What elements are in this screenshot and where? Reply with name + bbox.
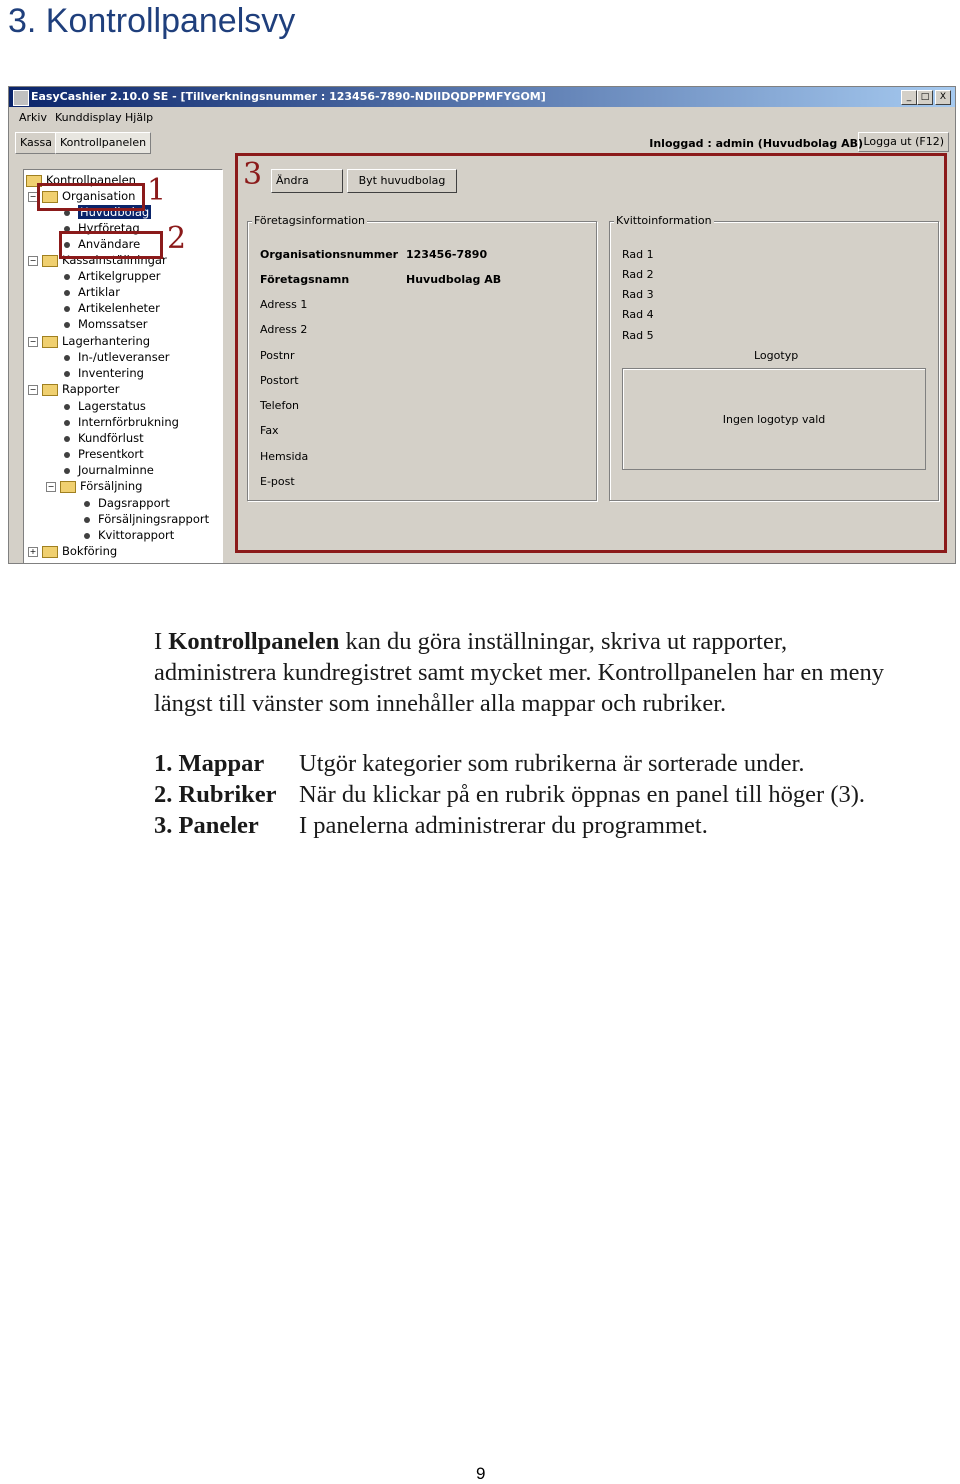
tree-item-artiklar[interactable] <box>64 284 120 300</box>
toolbar <box>9 129 955 153</box>
collapse-icon[interactable]: − <box>29 191 37 201</box>
callout-number-2: 2 <box>167 221 187 256</box>
tree-label: Momssatser <box>78 317 148 331</box>
intro-line-3: längst till vänster som innehåller alla mappar och rubriker. <box>154 690 727 717</box>
bullet-icon <box>64 306 70 312</box>
change-main-company-button[interactable]: Byt huvudbolag <box>347 169 457 193</box>
field-label-orgnr: Organisationsnummer <box>260 248 399 261</box>
tree-label: Kassainställningar <box>62 253 167 267</box>
logout-button[interactable]: Logga ut (F12) <box>858 132 949 152</box>
tree-label: Artikelenheter <box>78 301 160 315</box>
bullet-icon <box>64 468 70 474</box>
receipt-row-5: Rad 5 <box>622 329 654 342</box>
receipt-row-2: Rad 2 <box>622 268 654 281</box>
receipt-info-group <box>609 214 939 501</box>
tree-item-inventering[interactable] <box>64 365 144 381</box>
field-label-adress1: Adress 1 <box>260 298 308 311</box>
bullet-icon <box>64 371 70 377</box>
tree-label: Försäljning <box>80 479 143 493</box>
tree-label: Organisation <box>62 189 136 203</box>
collapse-icon[interactable]: − <box>29 255 37 265</box>
tree-folder-bokforing[interactable] <box>28 543 117 559</box>
title-bar <box>9 87 955 107</box>
callout-number-1: 1 <box>147 173 167 208</box>
folder-icon <box>42 336 58 348</box>
field-label-postnr: Postnr <box>260 349 295 362</box>
tree-label: Kontrollpanelen <box>46 173 136 187</box>
company-info-group <box>247 214 597 501</box>
tree-label: Journalminne <box>78 463 154 477</box>
login-status: Inloggad : admin (Huvudbolag AB) <box>649 137 863 150</box>
app-icon <box>13 90 29 106</box>
list-term: 2. Rubriker <box>154 781 277 808</box>
tree-label: Lagerhantering <box>62 334 151 348</box>
tree-label: Kvittorapport <box>98 528 175 542</box>
maximize-button[interactable]: □ <box>917 90 933 105</box>
tree-item-journalminne[interactable] <box>64 462 154 478</box>
intro-line-2: administrera kundregistret samt mycket mer. Kontrollpanelen har en meny <box>154 659 885 686</box>
tree-folder-forsaljning[interactable] <box>46 478 142 494</box>
collapse-icon[interactable]: − <box>47 481 55 491</box>
tree-item-lagerstatus[interactable] <box>64 398 146 414</box>
field-label-postort: Postort <box>260 374 299 387</box>
company-panel <box>235 153 947 553</box>
company-info-label: Företagsinformation <box>254 214 365 227</box>
list-term: 1. Mappar <box>154 750 265 777</box>
tree-item-in-utleveranser[interactable] <box>64 349 170 365</box>
bullet-icon <box>64 436 70 442</box>
tree-item-kvittorapport[interactable] <box>84 527 174 543</box>
expand-icon[interactable]: + <box>29 546 37 556</box>
intro-text: kan du göra inställningar, skriva ut rapporter, <box>339 628 788 655</box>
tree-label: Lagerstatus <box>78 399 146 413</box>
collapse-icon[interactable]: − <box>29 384 37 394</box>
callout-box-1 <box>37 183 145 211</box>
tree-label: Internförbrukning <box>78 415 179 429</box>
menu-hjalp[interactable]: Hjälp <box>125 111 154 124</box>
bullet-icon <box>64 404 70 410</box>
page-number: 9 <box>476 1464 486 1483</box>
tree-label: Huvudbolag <box>80 205 150 219</box>
tree-label: Försäljningsrapport <box>98 512 210 526</box>
logo-label: Logotyp <box>754 349 799 362</box>
intro-bold-term: Kontrollpanelen <box>168 628 340 655</box>
menu-kunddisplay[interactable]: Kunddisplay <box>55 111 122 124</box>
field-label-epost: E-post <box>260 475 295 488</box>
callout-number-3: 3 <box>243 157 263 192</box>
bullet-icon <box>64 355 70 361</box>
field-label-hemsida: Hemsida <box>260 450 309 463</box>
tree-item-internforbrukning[interactable] <box>64 414 179 430</box>
tree-label: Kundförlust <box>78 431 144 445</box>
page-heading: 3. Kontrollpanelsvy <box>8 2 296 40</box>
tree-label: Artikelgrupper <box>78 269 161 283</box>
app-window-screenshot <box>8 86 956 564</box>
logo-box[interactable] <box>622 368 926 470</box>
tab-kassa[interactable]: Kassa <box>15 132 57 154</box>
navigation-tree <box>23 169 223 564</box>
tree-label: Dagsrapport <box>98 496 170 510</box>
intro-text: I <box>154 628 169 655</box>
bullet-icon <box>84 501 90 507</box>
list-desc: I panelerna administrerar du programmet. <box>299 812 708 839</box>
list-desc: Utgör kategorier som rubrikerna är sorterade under. <box>299 750 805 777</box>
menu-bar <box>9 108 955 126</box>
minimize-button[interactable]: _ <box>901 90 917 105</box>
list-desc: När du klickar på en rubrik öppnas en panel till höger (3). <box>299 781 866 808</box>
tree-folder-rapporter[interactable] <box>28 381 119 397</box>
folder-icon <box>42 255 58 267</box>
edit-button[interactable]: Ändra <box>271 169 343 193</box>
tree-label: Rapporter <box>62 382 120 396</box>
tree-item-artikelenheter[interactable] <box>64 300 160 316</box>
menu-arkiv[interactable]: Arkiv <box>19 111 47 124</box>
logo-placeholder-text: Ingen logotyp vald <box>722 413 826 426</box>
tree-label: Presentkort <box>78 447 144 461</box>
bullet-icon <box>84 533 90 539</box>
list-term: 3. Paneler <box>154 812 259 839</box>
field-value-foretagsnamn: Huvudbolag AB <box>406 273 502 286</box>
tree-item-forsaljningsrapport[interactable] <box>84 511 209 527</box>
bullet-icon <box>64 420 70 426</box>
bullet-icon <box>84 517 90 523</box>
receipt-row-1: Rad 1 <box>622 248 654 261</box>
tree-item-kundforlust[interactable] <box>64 430 144 446</box>
tree-item-presentkort[interactable] <box>64 446 144 462</box>
intro-line-1 <box>154 626 787 657</box>
bullet-icon <box>64 452 70 458</box>
field-label-foretagsnamn: Företagsnamn <box>260 273 350 286</box>
tree-item-momssatser[interactable] <box>64 316 148 332</box>
tree-folder-lagerhantering[interactable] <box>28 333 150 349</box>
field-label-adress2: Adress 2 <box>260 323 308 336</box>
field-label-telefon: Telefon <box>260 399 300 412</box>
bullet-icon <box>64 322 70 328</box>
folder-icon <box>42 546 58 558</box>
tree-label: Hyrföretag <box>78 221 140 235</box>
callout-box-2 <box>59 231 163 259</box>
tree-label: Användare <box>78 237 141 251</box>
receipt-row-3: Rad 3 <box>622 288 654 301</box>
field-label-fax: Fax <box>260 424 279 437</box>
tree-item-dagsrapport[interactable] <box>84 495 170 511</box>
folder-icon <box>60 481 76 493</box>
tree-label: Inventering <box>78 366 144 380</box>
receipt-row-4: Rad 4 <box>622 308 654 321</box>
tree-item-artikelgrupper[interactable] <box>64 268 161 284</box>
receipt-info-label: Kvittoinformation <box>616 214 712 227</box>
tree-label: Artiklar <box>78 285 120 299</box>
window-title: EasyCashier 2.10.0 SE - [Tillverkningsnummer : 123456-7890-NDIIDQDPPMFYGOM] <box>31 90 546 103</box>
close-button[interactable]: X <box>935 90 951 105</box>
collapse-icon[interactable]: − <box>29 336 37 346</box>
bullet-icon <box>64 274 70 280</box>
bullet-icon <box>64 290 70 296</box>
folder-icon <box>42 384 58 396</box>
tree-label: In-/utleveranser <box>78 350 170 364</box>
field-value-orgnr: 123456-7890 <box>406 248 488 261</box>
tab-kontrollpanelen[interactable]: Kontrollpanelen <box>55 132 151 154</box>
tree-label: Bokföring <box>62 544 118 558</box>
